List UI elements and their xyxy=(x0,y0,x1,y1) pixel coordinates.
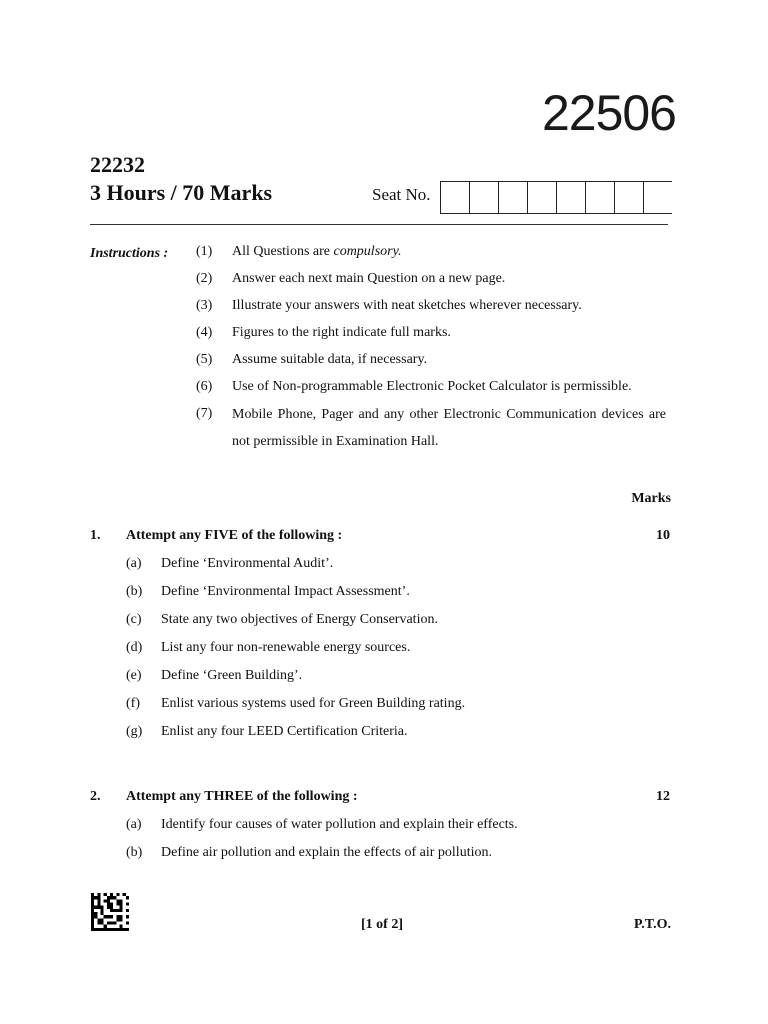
instruction-number: (3) xyxy=(196,298,213,313)
seat-box[interactable] xyxy=(498,182,527,213)
question-marks: 10 xyxy=(656,528,670,543)
instruction-text: Answer each next main Question on a new page. xyxy=(232,271,506,286)
subquestion-text: Define air pollution and explain the effects of air pollution. xyxy=(161,845,492,860)
seat-box[interactable] xyxy=(440,182,469,213)
subquestion-label: (d) xyxy=(126,640,143,655)
subquestion-text: Define ‘Green Building’. xyxy=(161,668,303,683)
subquestion-text: List any four non-renewable energy sources. xyxy=(161,640,411,655)
subquestion-text: Identify four causes of water pollution and explain their effects. xyxy=(161,817,518,832)
datamatrix-barcode-icon xyxy=(91,893,129,931)
instruction-text-emphasis: compulsory. xyxy=(333,244,402,259)
subquestion xyxy=(126,845,646,873)
instruction-item xyxy=(196,244,666,271)
seat-number-boxes xyxy=(440,181,672,214)
instruction-number: (7) xyxy=(196,406,213,421)
page-number: [1 of 2] xyxy=(361,917,403,932)
subject-code-large: 22506 xyxy=(541,85,676,141)
subquestion-text: Enlist various systems used for Green Building rating. xyxy=(161,696,466,711)
seat-box[interactable] xyxy=(585,182,614,213)
subquestion-text: Enlist any four LEED Certification Criteria. xyxy=(161,724,408,739)
subquestion-label: (g) xyxy=(126,724,143,739)
instruction-text: Illustrate your answers with neat sketches wherever necessary. xyxy=(232,298,582,313)
header-divider xyxy=(90,224,668,225)
seat-box[interactable] xyxy=(556,182,585,213)
instruction-number: (5) xyxy=(196,352,213,367)
instruction-item xyxy=(196,298,666,325)
subquestion-label: (a) xyxy=(126,817,142,832)
question-heading xyxy=(90,528,670,544)
instruction-number: (2) xyxy=(196,271,213,286)
duration-marks: 3 Hours / 70 Marks xyxy=(90,180,273,205)
subquestion xyxy=(126,696,646,724)
subquestion xyxy=(126,612,646,640)
paper-code: 22232 xyxy=(90,152,145,177)
seat-box[interactable] xyxy=(614,182,643,213)
subquestion-label: (e) xyxy=(126,668,142,683)
subquestion xyxy=(126,640,646,668)
subquestion-label: (b) xyxy=(126,584,143,599)
subquestion-text: State any two objectives of Energy Conservation. xyxy=(161,612,438,627)
subquestion-label: (a) xyxy=(126,556,142,571)
instruction-item xyxy=(196,406,666,460)
subquestion xyxy=(126,668,646,696)
seat-number-label: Seat No. xyxy=(372,185,431,204)
instruction-text: Figures to the right indicate full marks. xyxy=(232,325,451,340)
instruction-number: (1) xyxy=(196,244,213,259)
instruction-text: Mobile Phone, Pager and any other Electronic Communication devices are not permissible in Examination Hall. xyxy=(232,407,666,449)
seat-box[interactable] xyxy=(643,182,672,213)
question-number: 1. xyxy=(90,528,101,543)
seat-box[interactable] xyxy=(469,182,498,213)
subquestion-text: Define ‘Environmental Audit’. xyxy=(161,556,334,571)
instruction-number: (4) xyxy=(196,325,213,340)
question-text: Attempt any THREE of the following : xyxy=(126,789,358,804)
subquestion xyxy=(126,584,646,612)
subquestion-label: (c) xyxy=(126,612,142,627)
subquestion-list xyxy=(126,817,646,873)
subquestion-text: Define ‘Environmental Impact Assessment’. xyxy=(161,584,410,599)
please-turn-over: P.T.O. xyxy=(634,917,671,932)
question-marks: 12 xyxy=(656,789,670,804)
subquestion xyxy=(126,556,646,584)
instruction-text: Use of Non-programmable Electronic Pocket Calculator is permissible. xyxy=(232,379,632,394)
question-heading xyxy=(90,789,670,805)
subquestion-label: (b) xyxy=(126,845,143,860)
instruction-number: (6) xyxy=(196,379,213,394)
instruction-item xyxy=(196,271,666,298)
instruction-text: Assume suitable data, if necessary. xyxy=(232,352,428,367)
instructions-list xyxy=(196,244,666,460)
instruction-text xyxy=(232,244,666,260)
marks-column-heading: Marks xyxy=(631,491,671,506)
seat-box[interactable] xyxy=(527,182,556,213)
instruction-item xyxy=(196,352,666,379)
subquestion xyxy=(126,724,646,752)
question-text: Attempt any FIVE of the following : xyxy=(126,528,343,543)
subquestion-list xyxy=(126,556,646,752)
question-number: 2. xyxy=(90,789,101,804)
instruction-item xyxy=(196,325,666,352)
instruction-text-main: All Questions are xyxy=(232,244,334,259)
subquestion xyxy=(126,817,646,845)
subquestion-label: (f) xyxy=(126,696,140,711)
instructions-label: Instructions : xyxy=(90,246,169,261)
